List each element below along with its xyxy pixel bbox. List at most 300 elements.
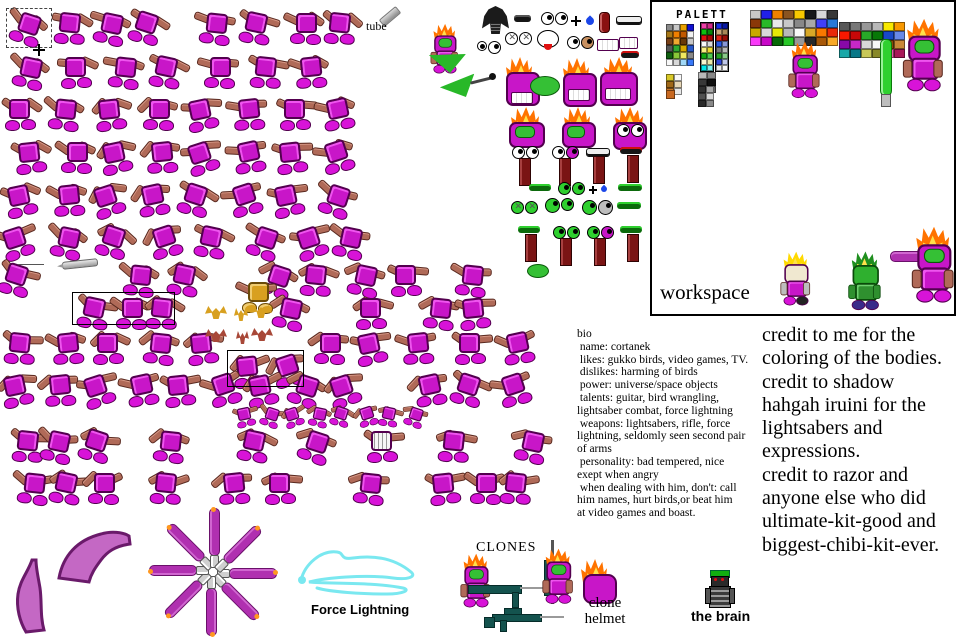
body-sprite	[495, 327, 537, 368]
foot-part	[422, 317, 438, 330]
torso-part	[459, 333, 480, 353]
palette-swatch	[883, 22, 894, 31]
eyes-on-pole	[586, 148, 610, 186]
foot-part	[92, 450, 110, 465]
torso-part	[371, 431, 392, 451]
text-line: lightning, seldomly seen second pair	[577, 430, 746, 443]
torso-part	[462, 297, 485, 319]
monster-face-scream	[563, 61, 595, 109]
selection-box-2	[227, 350, 304, 387]
foot-part	[290, 33, 305, 44]
body-sprite	[84, 470, 120, 504]
cape-large	[55, 530, 135, 590]
force-lightning-label: Force Lightning	[311, 602, 410, 617]
body-sprite	[256, 403, 284, 430]
foot-part	[251, 451, 268, 465]
foot-part	[181, 394, 197, 407]
body-sprite	[286, 10, 322, 44]
green-saber-hilt	[881, 94, 891, 107]
torso-part	[210, 57, 231, 77]
crosshair-icon	[571, 16, 581, 26]
foot-part	[504, 353, 521, 367]
foot-part	[312, 76, 328, 89]
foot-part	[293, 161, 309, 174]
palette-swatch	[687, 38, 694, 45]
torso-part	[154, 55, 179, 79]
body-sprite	[327, 221, 369, 262]
palette-swatch	[783, 10, 794, 19]
body-sprite	[140, 137, 179, 175]
palette-swatch	[861, 49, 872, 58]
foot-part	[211, 394, 229, 409]
flame-head	[562, 110, 596, 148]
body-sprite	[322, 8, 361, 46]
body-sprite	[509, 425, 551, 466]
foot-part	[214, 34, 230, 47]
visor	[438, 38, 452, 47]
foot-part	[16, 492, 32, 505]
green-gray-eyes-icon	[582, 200, 613, 215]
green-xx-eyes-icon	[511, 201, 538, 214]
foot-part	[471, 353, 486, 364]
foot-part	[107, 76, 123, 89]
palette-grid-f	[698, 86, 714, 107]
body-sprite	[96, 136, 138, 177]
foot-part	[430, 494, 446, 507]
palette-swatch	[674, 81, 682, 88]
torso-part	[65, 57, 86, 77]
palette-grid-right-2	[839, 22, 905, 58]
foot-part	[277, 163, 293, 176]
torso-part	[242, 429, 267, 453]
palette-swatch	[698, 86, 706, 93]
text-line: personality: bad tempered, nice	[577, 455, 725, 468]
palette-swatch	[687, 31, 694, 38]
foot-part	[53, 353, 69, 366]
torso-part	[476, 473, 497, 493]
foot-part	[63, 493, 80, 507]
saber-blade	[163, 578, 205, 620]
monster-face-blob	[506, 60, 556, 108]
sniper-barrel	[540, 616, 564, 618]
foot-part	[109, 246, 127, 261]
palette-swatch	[707, 79, 716, 86]
foot-part	[128, 395, 145, 409]
tube-label: tube	[366, 19, 387, 33]
torso-part	[205, 12, 228, 34]
lightsaber-burst	[140, 506, 290, 636]
foot-part	[476, 317, 492, 330]
foot-part	[253, 33, 270, 47]
body-sprite	[0, 369, 39, 410]
torso-part	[395, 265, 416, 285]
palette-swatch	[680, 59, 687, 66]
torso-part	[58, 12, 81, 34]
sniper-stock	[484, 617, 495, 628]
palette-swatch	[666, 45, 673, 52]
torso-part	[461, 264, 484, 286]
body-sprite	[76, 423, 121, 466]
body-sprite	[212, 468, 251, 506]
body-sprite	[92, 94, 131, 132]
text-line: expressions.	[762, 440, 861, 463]
foot-part	[109, 353, 124, 364]
body-sprite	[60, 54, 96, 88]
body-sprite	[418, 293, 457, 331]
palette-swatch	[827, 19, 838, 28]
body-sprite	[490, 367, 535, 410]
foot-part	[232, 204, 250, 219]
torso-part	[54, 471, 79, 495]
palette-swatch	[666, 24, 673, 31]
palette-swatch	[673, 24, 680, 31]
googly-eyes-icon	[541, 12, 568, 25]
foot-part	[32, 161, 48, 174]
foot-part	[54, 205, 70, 218]
brown-eyes-icon	[567, 36, 594, 49]
torso-part	[223, 472, 246, 494]
eyes-on-pole	[587, 226, 611, 266]
body-sprite	[396, 328, 435, 366]
foot-part	[148, 74, 165, 88]
selection-box-1	[72, 292, 175, 325]
foot-part	[139, 205, 156, 219]
foot-part	[112, 118, 128, 131]
foot-part	[189, 163, 207, 178]
foot-part	[519, 350, 536, 364]
clone-desk-leg	[512, 592, 519, 608]
foot-part	[70, 204, 86, 217]
palette-swatch	[827, 37, 838, 46]
text-line: coloring of the bodies.	[762, 347, 942, 370]
clones-label: CLONES	[476, 540, 537, 555]
torso-part	[129, 264, 152, 286]
torso-part	[9, 99, 30, 119]
torso-part	[67, 142, 88, 162]
body-sprite	[47, 180, 86, 218]
the-brain-label: the brain	[691, 608, 751, 624]
palette-swatch	[687, 52, 694, 59]
palette-swatch	[666, 59, 673, 66]
palette-swatch	[872, 22, 883, 31]
text-line: hahgah iruini for the	[762, 393, 926, 416]
palette-swatch	[666, 74, 674, 81]
foot-part	[236, 448, 253, 462]
body-sprite	[38, 370, 77, 408]
body-sprite	[175, 177, 220, 220]
palette-swatch	[750, 10, 761, 19]
palette-swatch	[872, 31, 883, 40]
palette-swatch	[666, 38, 673, 45]
body-sprite	[298, 260, 337, 298]
palette-grid-b	[700, 22, 714, 72]
palette-swatch	[666, 31, 673, 38]
foot-part	[296, 77, 312, 90]
foot-part	[306, 34, 321, 45]
torso-part	[49, 374, 72, 396]
foot-part	[296, 119, 311, 130]
sunglasses-icon	[514, 15, 531, 22]
palette-swatch	[706, 100, 714, 107]
torso-part	[94, 473, 115, 493]
foot-part	[96, 120, 112, 133]
body-sprite	[279, 96, 315, 130]
clone-sprite-desk	[462, 556, 489, 607]
foot-part	[32, 494, 48, 507]
text-line: name: cortanek	[577, 340, 651, 353]
body-sprite	[192, 221, 234, 262]
text-line: credit to shadow	[762, 370, 895, 393]
flame-head	[509, 110, 549, 148]
selection-marquee	[6, 8, 52, 48]
foot-part	[158, 354, 174, 367]
torso-part	[328, 12, 351, 34]
palette-swatch	[850, 31, 861, 40]
palette-swatch	[861, 31, 872, 40]
palette-swatch	[850, 49, 861, 58]
palette-swatch	[794, 19, 805, 28]
torso-part	[296, 13, 317, 33]
foot-part	[168, 452, 184, 465]
torso-part	[320, 333, 341, 353]
foot-part	[188, 120, 205, 134]
body-sprite	[138, 328, 177, 366]
foot-part	[61, 162, 76, 173]
foot-part	[143, 119, 158, 130]
clone-helmet-label	[583, 595, 627, 627]
foot-part	[12, 284, 30, 299]
foot-part	[324, 161, 342, 176]
torso-part	[432, 472, 455, 494]
palette-swatch	[698, 100, 706, 107]
foot-part	[357, 354, 374, 368]
torso-part	[300, 56, 323, 78]
foot-part	[403, 353, 419, 366]
workspace-chibi	[905, 22, 941, 91]
foot-part	[54, 452, 71, 466]
foot-part	[61, 394, 77, 407]
saber-blade	[206, 588, 217, 636]
palette-swatch	[674, 74, 682, 81]
green-blob-icon	[530, 76, 560, 96]
foot-part	[21, 119, 36, 130]
palette-swatch	[805, 19, 816, 28]
palette-swatch	[698, 93, 706, 100]
palette-swatch	[761, 37, 772, 46]
foot-part	[191, 204, 209, 219]
palette-swatch	[722, 65, 728, 71]
body-sprite	[52, 8, 91, 46]
green-monster-sprite	[850, 254, 879, 310]
palette-grid-c	[715, 22, 729, 72]
torso-part	[279, 141, 302, 163]
palette-swatch	[827, 10, 838, 19]
text-line: exept when angry	[577, 468, 659, 481]
green-eyes-icon	[558, 182, 585, 195]
body-sprite	[313, 134, 358, 177]
palette-swatch	[673, 59, 680, 66]
body-sprite	[12, 468, 51, 506]
torso-part	[244, 11, 269, 35]
red-glasses-icon	[621, 51, 639, 58]
foot-part	[181, 285, 198, 299]
palette-swatch	[687, 45, 694, 52]
palette-swatch	[850, 22, 861, 31]
torso-part	[238, 98, 261, 120]
text-line: credit to razor and	[762, 463, 909, 486]
foot-part	[274, 206, 291, 220]
foot-part	[104, 494, 119, 505]
palette-swatch	[794, 28, 805, 37]
palette-swatch	[850, 40, 861, 49]
foot-part	[310, 452, 328, 467]
text-line: bio	[577, 328, 592, 340]
saber-blade	[221, 524, 263, 566]
foot-part	[88, 493, 103, 504]
palette-swatch	[680, 52, 687, 59]
body-sprite	[139, 96, 175, 130]
body-sprite	[352, 403, 380, 430]
green-blob-small-icon	[527, 264, 549, 278]
cape-small	[10, 558, 55, 636]
body-sprite	[7, 51, 49, 92]
palette-swatch	[772, 19, 783, 28]
text-line: likes: gukko birds, video games, TV.	[577, 353, 749, 366]
body-sprite	[103, 52, 142, 90]
foot-part	[412, 421, 423, 430]
torso-part	[254, 56, 277, 78]
foot-part	[53, 32, 69, 45]
foot-part	[61, 78, 76, 89]
body-sprite	[226, 136, 268, 177]
body-sprite	[200, 54, 236, 88]
capsule-icon	[599, 12, 610, 33]
torso-part	[504, 472, 527, 494]
foot-part	[3, 396, 20, 410]
foot-part	[204, 77, 219, 88]
body-sprite	[130, 179, 172, 220]
foot-part	[107, 34, 124, 48]
text-line: weapons: lightsabers, rifle, force	[577, 417, 731, 430]
foot-part	[188, 354, 204, 367]
foot-part	[250, 159, 267, 173]
foot-part	[368, 494, 384, 507]
foot-part	[383, 451, 398, 462]
torso-part	[167, 374, 190, 396]
body-sprite	[407, 369, 449, 410]
text-line: him names, hurt birds,or beat him	[577, 494, 733, 507]
palette-swatch	[861, 40, 872, 49]
foot-part	[331, 206, 349, 221]
foot-part	[431, 392, 448, 406]
body-sprite	[119, 369, 161, 410]
body-sprite	[268, 179, 310, 220]
foot-part	[93, 354, 108, 365]
workspace-main-character	[914, 230, 951, 303]
foot-part	[220, 78, 235, 89]
body-sprite	[426, 468, 465, 506]
the-brain-sprite	[706, 570, 734, 608]
crosshair-cursor	[33, 44, 45, 56]
body-sprite	[315, 93, 357, 134]
body-sprite	[498, 468, 537, 506]
body-sprite	[87, 177, 132, 220]
foot-part	[165, 493, 181, 506]
foot-part	[77, 163, 92, 174]
body-sprite	[147, 51, 189, 92]
palette-swatch	[680, 45, 687, 52]
foot-part	[5, 120, 20, 131]
foot-part	[499, 492, 515, 505]
palette-swatch	[750, 19, 761, 28]
saber-blade	[219, 580, 261, 622]
saber-blade	[209, 508, 220, 556]
text-line: anyone else who did	[762, 487, 926, 510]
body-sprite	[1, 179, 43, 220]
yellow-chibi	[782, 254, 809, 305]
body-sprite	[454, 330, 490, 364]
torso-part	[23, 472, 46, 494]
body-sprite	[4, 96, 40, 130]
palette-swatch	[772, 28, 783, 37]
foot-part	[515, 493, 531, 506]
foot-part	[143, 392, 160, 406]
palette-swatch	[673, 52, 680, 59]
palette-swatch	[827, 28, 838, 37]
palette-swatch	[750, 28, 761, 37]
palette-swatch	[750, 37, 761, 46]
torso-part	[248, 282, 269, 302]
foot-part	[165, 396, 181, 409]
torso-part	[18, 141, 41, 163]
palette-swatch	[861, 22, 872, 31]
torso-part	[360, 298, 381, 318]
foot-part	[314, 353, 329, 364]
body-sprite	[35, 425, 77, 466]
foot-part	[470, 493, 485, 504]
body-sprite	[148, 468, 187, 506]
palette-swatch	[816, 10, 827, 19]
palette-grid-a	[666, 24, 694, 66]
body-sprite	[141, 219, 186, 262]
text-line: when dealing with him, don't: call	[577, 481, 737, 494]
body-sprite	[148, 426, 187, 464]
foot-part	[102, 163, 119, 177]
palette-swatch	[673, 31, 680, 38]
body-sprite	[126, 5, 171, 48]
body-sprite	[88, 7, 130, 48]
torso-part	[58, 184, 81, 206]
water-drop-icon	[600, 185, 608, 193]
palette-swatch	[772, 37, 783, 46]
palette-swatch	[673, 38, 680, 45]
foot-part	[234, 119, 250, 132]
body-sprite	[2, 328, 41, 366]
foot-part	[324, 119, 341, 133]
foot-part	[464, 394, 482, 409]
body-sprite	[456, 293, 495, 331]
foot-part	[280, 120, 295, 131]
green-shades-icon	[618, 184, 642, 191]
foot-part	[159, 120, 174, 131]
body-sprite	[57, 139, 93, 173]
foot-part	[339, 33, 355, 46]
torso-part	[159, 430, 182, 452]
torso-part	[149, 99, 170, 119]
foot-part	[453, 451, 469, 464]
foot-part	[19, 353, 35, 366]
palette-swatch	[666, 90, 675, 99]
